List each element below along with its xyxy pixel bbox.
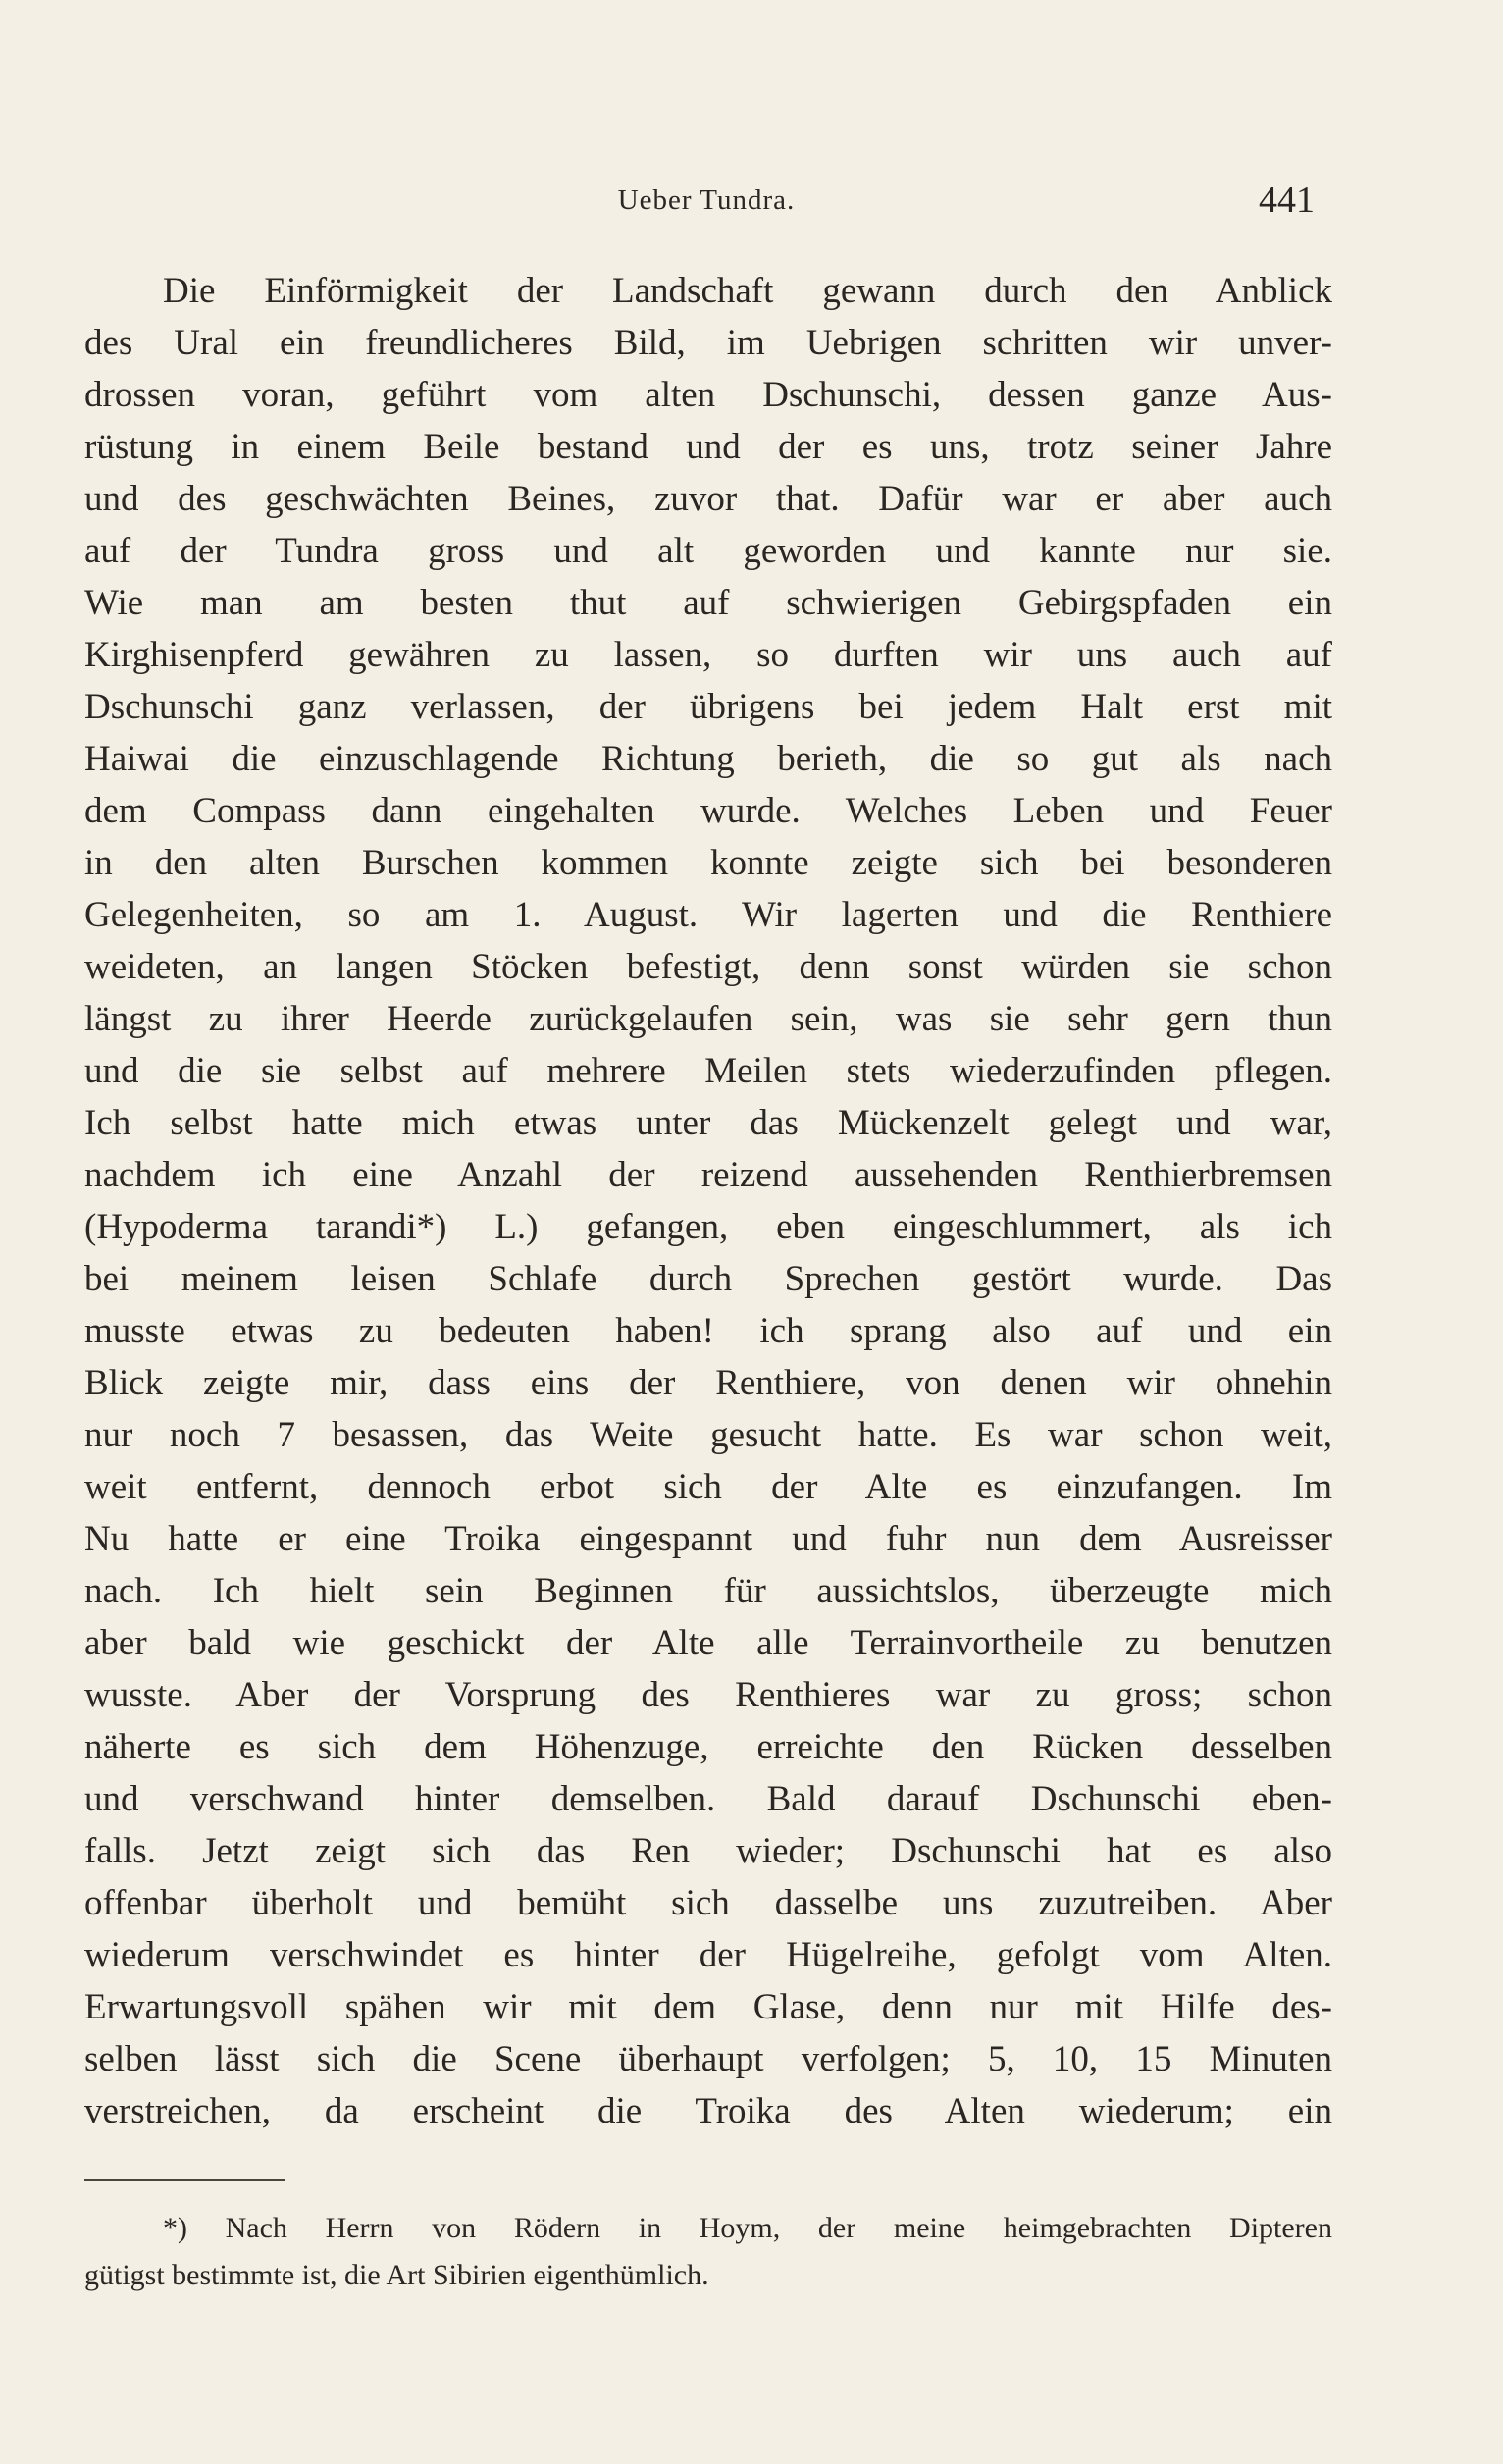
running-head: Ueber Tundra.: [617, 184, 796, 216]
text-line: nach. Ich hielt sein Beginnen für aussichtslos, überzeugte mich: [84, 1571, 1332, 1611]
text-line: Blick zeigte mir, dass eins der Renthiere, von denen wir ohnehin: [84, 1363, 1332, 1403]
text-line: Erwartungsvoll spähen wir mit dem Glase, denn nur mit Hilfe des-: [84, 1987, 1332, 2027]
page-header: [84, 177, 1328, 224]
text-line: selben lässt sich die Scene überhaupt verfolgen; 5, 10, 15 Minuten: [84, 2039, 1332, 2079]
text-line: weit entfernt, dennoch erbot sich der Alte es einzufangen. Im: [84, 1467, 1332, 1507]
body-text: [84, 265, 1332, 2137]
footnote-rule: [84, 2179, 285, 2181]
text-line: Gelegenheiten, so am 1. August. Wir lagerten und die Renthiere: [84, 895, 1332, 935]
text-line: falls. Jetzt zeigt sich das Ren wieder; Dschunschi hat es also: [84, 1831, 1332, 1871]
text-line: Dschunschi ganz verlassen, der übrigens bei jedem Halt erst mit: [84, 687, 1332, 727]
text-line: längst zu ihrer Heerde zurückgelaufen sein, was sie sehr gern thun: [84, 999, 1332, 1039]
text-line: Kirghisenpferd gewähren zu lassen, so durften wir uns auch auf: [84, 635, 1332, 675]
text-line: nur noch 7 besassen, das Weite gesucht hatte. Es war schon weit,: [84, 1415, 1332, 1455]
footnote-line: *) Nach Herrn von Rödern in Hoym, der meine heimgebrachten Dipteren: [163, 2212, 1332, 2244]
text-line: Nu hatte er eine Troika eingespannt und fuhr nun dem Ausreisser: [84, 1519, 1332, 1559]
text-line: Ich selbst hatte mich etwas unter das Mückenzelt gelegt und war,: [84, 1103, 1332, 1143]
text-line: dem Compass dann eingehalten wurde. Welches Leben und Feuer: [84, 791, 1332, 831]
page-number: 441: [1259, 180, 1315, 221]
text-line: Wie man am besten thut auf schwierigen Gebirgspfaden ein: [84, 583, 1332, 623]
text-line: weideten, an langen Stöcken befestigt, denn sonst würden sie schon: [84, 947, 1332, 987]
text-line: bei meinem leisen Schlafe durch Sprechen gestört wurde. Das: [84, 1259, 1332, 1299]
text-line: (Hypoderma tarandi*) L.) gefangen, eben eingeschlummert, als ich: [84, 1207, 1332, 1247]
text-line: und des geschwächten Beines, zuvor that. Dafür war er aber auch: [84, 479, 1332, 519]
footnote: [84, 2205, 1332, 2299]
text-line: und die sie selbst auf mehrere Meilen stets wiederzufinden pflegen.: [84, 1051, 1332, 1091]
text-line: näherte es sich dem Höhenzuge, erreichte den Rücken desselben: [84, 1727, 1332, 1767]
text-line: offenbar überholt und bemüht sich dasselbe uns zuzutreiben. Aber: [84, 1883, 1332, 1923]
footnote-line: gütigst bestimmte ist, die Art Sibirien eigenthümlich.: [84, 2259, 709, 2291]
text-line: Haiwai die einzuschlagende Richtung berieth, die so gut als nach: [84, 739, 1332, 779]
text-line: des Ural ein freundlicheres Bild, im Uebrigen schritten wir unver-: [84, 323, 1332, 363]
text-line: nachdem ich eine Anzahl der reizend aussehenden Renthierbremsen: [84, 1155, 1332, 1195]
text-line: musste etwas zu bedeuten haben! ich sprang also auf und ein: [84, 1311, 1332, 1351]
text-line: aber bald wie geschickt der Alte alle Terrainvortheile zu benutzen: [84, 1623, 1332, 1663]
text-line: wiederum verschwindet es hinter der Hügelreihe, gefolgt vom Alten.: [84, 1935, 1332, 1975]
text-line: auf der Tundra gross und alt geworden und kannte nur sie.: [84, 531, 1332, 571]
text-line: und verschwand hinter demselben. Bald darauf Dschunschi eben-: [84, 1779, 1332, 1819]
text-line: rüstung in einem Beile bestand und der es uns, trotz seiner Jahre: [84, 427, 1332, 467]
text-line: in den alten Burschen kommen konnte zeigte sich bei besonderen: [84, 843, 1332, 883]
text-line: Die Einförmigkeit der Landschaft gewann durch den Anblick: [163, 271, 1332, 311]
text-line: verstreichen, da erscheint die Troika des Alten wiederum; ein: [84, 2091, 1332, 2131]
text-line: drossen voran, geführt vom alten Dschunschi, dessen ganze Aus-: [84, 375, 1332, 415]
text-line: wusste. Aber der Vorsprung des Renthieres war zu gross; schon: [84, 1675, 1332, 1715]
